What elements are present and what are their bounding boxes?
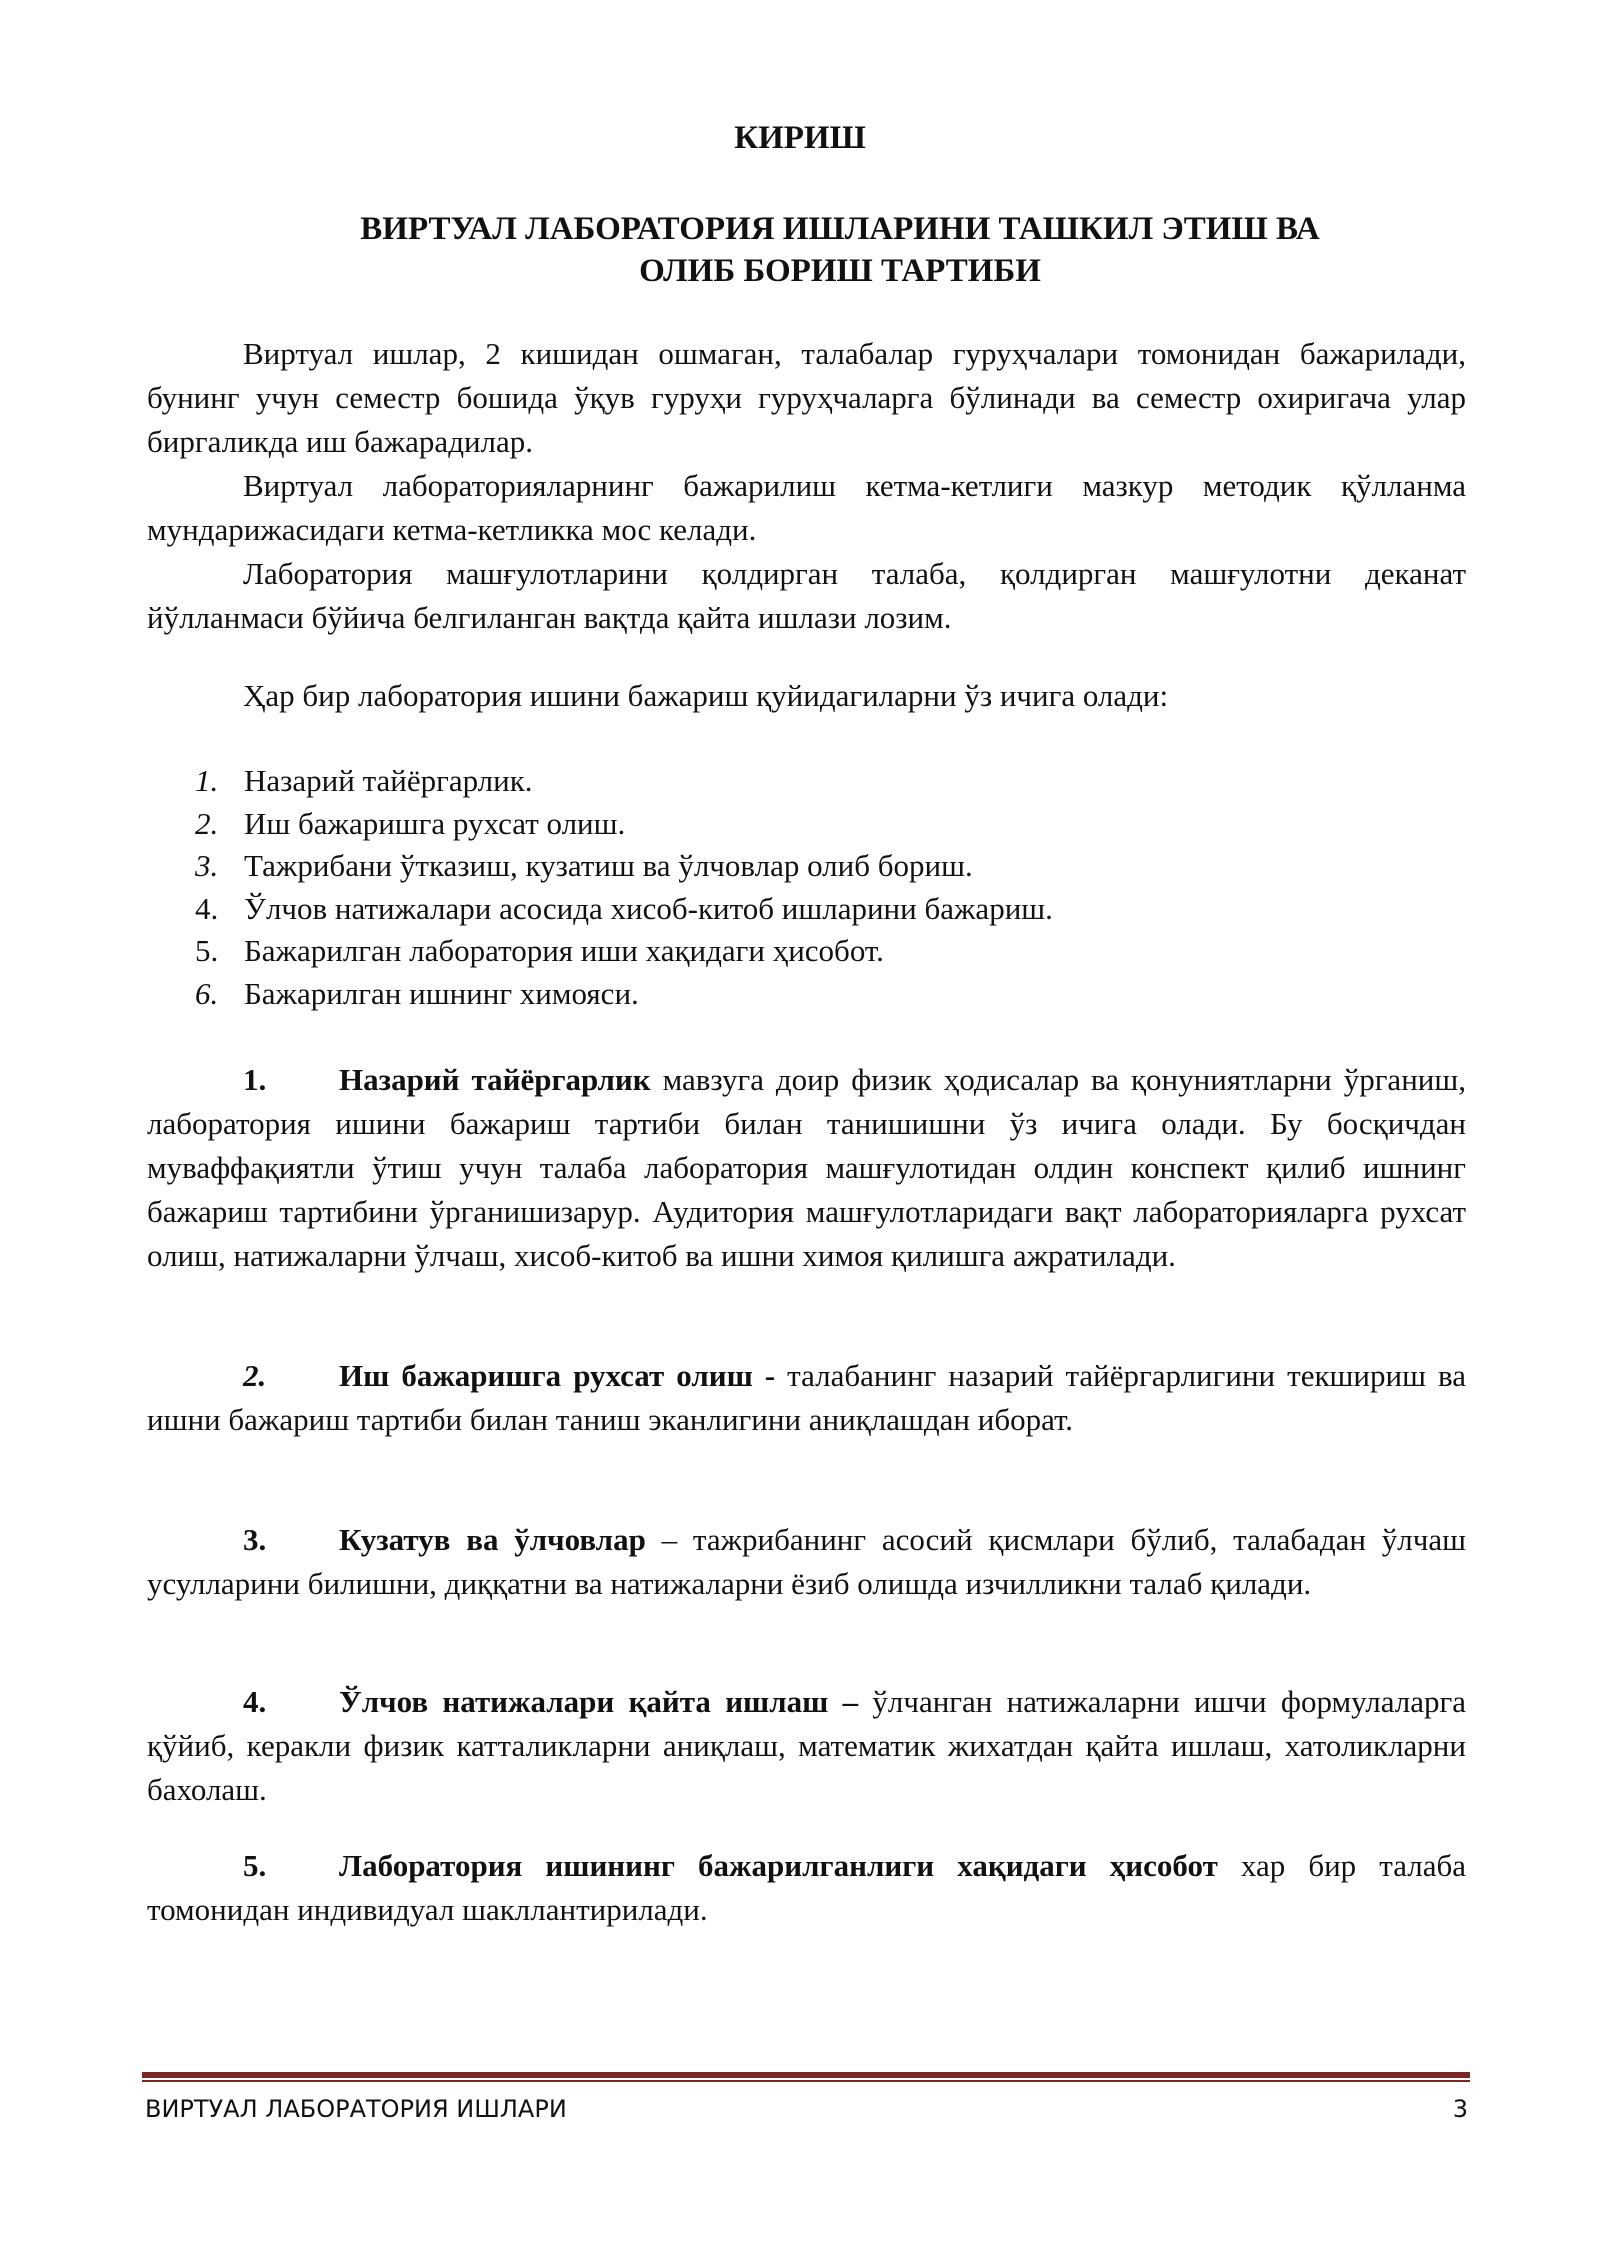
section-number: 1. — [243, 1062, 267, 1097]
section-number: 4. — [243, 1684, 267, 1719]
section-heading-line-2: ОЛИБ БОРИШ ТАРТИБИ — [639, 253, 1041, 289]
list-item-text: Иш бажаришга рухсат олиш. — [244, 805, 626, 841]
list-item-number: 1. — [195, 763, 219, 798]
section-paragraph-4 — [147, 1680, 1466, 1812]
list-item-text: Бажарилган ишнинг химояси. — [244, 975, 639, 1011]
list-item-text: Назарий тайёргарлик. — [244, 763, 533, 798]
section-text: талабанинг назарий тайёргарлигини текшириш ва ишни бажариш тартиби билан таниш эканлигини аниқлашдан иборат. — [147, 1358, 1466, 1437]
section-title: Кузатув ва ўлчовлар — [339, 1522, 646, 1557]
list-item-number: 5. — [195, 933, 219, 968]
list-item-text: Ўлчов натижалари асосида хисоб-китоб ишларини бажариш. — [244, 890, 1053, 926]
section-text: мавзуга доир физик ҳодисалар ва қонуниятларни ўрганиш, лаборатория ишини бажариш тартиби билан танишишни ўз ичига олади. Бу босқичдан муваффақиятли ўтиш учун талаба лаборатория машғулотидан олдин конспект қилиб ишнинг бажариш тартибини ўрганишизарур. Аудитория машғулотларидаги вақт лабораторияларга рухсат олиш, натижаларни ўлчаш, хисоб-китоб ва ишни химоя қилишга ажратилади. — [147, 1062, 1466, 1273]
section-text: хар бир талаба томонидан индивидуал шакллантирилади. — [147, 1848, 1466, 1927]
list-lead-paragraph — [147, 674, 1466, 718]
list-item — [147, 930, 1466, 973]
intro-paragraph-1: Виртуал ишлар, 2 кишидан ошмаган, талабалар гуруҳчалари томонидан бажарилади, бунинг учун семестр бошида ўқув гуруҳи гуруҳчаларга бўлинади ва семестр охиригача улар биргаликда иш бажарадилар. — [147, 336, 1466, 459]
list-item — [147, 973, 1466, 1016]
section-text: – тажрибанинг асосий қисмлари бўлиб, талабадан ўлчаш усулларини билишни, диққатни ва натижаларни ёзиб олишда изчилликни талаб қилади. — [147, 1522, 1466, 1601]
list-item-number: 3. — [195, 848, 219, 883]
section-number: 3. — [243, 1522, 267, 1557]
section-paragraph-1 — [147, 1058, 1466, 1278]
page-heading: КИРИШ — [734, 120, 866, 156]
intro-paragraph-3: Лаборатория машғулотларини қолдирган талаба, қолдирган машғулотни деканат йўлланмаси бўйича белгиланган вақтда қайта ишлази лозим. — [147, 556, 1466, 635]
section-number: 2. — [243, 1358, 267, 1393]
section-text: ўлчанган натижаларни ишчи формулаларга қўйиб, керакли физик катталикларни аниқлаш, математик жихатдан қайта ишлаш, хатоликларни бахолаш. — [147, 1684, 1466, 1807]
list-item — [147, 845, 1466, 888]
section-number: 5. — [243, 1848, 267, 1883]
section-title: Ўлчов натижалари қайта ишлаш – — [339, 1684, 859, 1719]
list-item-text: Тажрибани ўтказиш, кузатиш ва ўлчовлар олиб бориш. — [244, 848, 973, 883]
list-item-number: 2. — [195, 805, 219, 841]
section-paragraph-5 — [147, 1844, 1466, 1932]
list-item — [147, 760, 1466, 803]
section-paragraph-3 — [147, 1518, 1466, 1606]
footer-rule-thick — [142, 2072, 1470, 2078]
intro-paragraph-2: Виртуал лабораторияларнинг бажарилиш кетма-кетлиги мазкур методик қўлланма мундарижасидаги кетма-кетликка мос келади. — [147, 468, 1466, 547]
list-item-number: 4. — [195, 890, 219, 926]
list-item — [147, 888, 1466, 931]
section-title: Назарий тайёргарлик — [339, 1062, 651, 1097]
section-title: Лаборатория ишининг бажарилганлиги хақидаги ҳисобот — [339, 1848, 1218, 1883]
steps-list — [147, 760, 1466, 1015]
section-paragraph-2 — [147, 1354, 1466, 1442]
section-title: Иш бажаришга рухсат олиш - — [339, 1358, 776, 1393]
page-number: 3 — [1452, 2095, 1468, 2123]
footer-rule-thin — [142, 2080, 1470, 2082]
list-item — [147, 803, 1466, 846]
list-item-number: 6. — [195, 975, 219, 1011]
intro-paragraphs — [147, 332, 1466, 640]
footer-title: ВИРТУАЛ ЛАБОРАТОРИЯ ИШЛАРИ — [145, 2095, 567, 2123]
list-item-text: Бажарилган лаборатория иши хақидаги ҳисобот. — [244, 933, 884, 968]
section-heading-line-1: ВИРТУАЛ ЛАБОРАТОРИЯ ИШЛАРИНИ ТАШКИЛ ЭТИШ ВА — [360, 211, 1320, 247]
list-lead-text: Ҳар бир лаборатория ишини бажариш қуйидагиларни ўз ичига олади: — [243, 678, 1169, 713]
section-heading — [200, 208, 1400, 292]
